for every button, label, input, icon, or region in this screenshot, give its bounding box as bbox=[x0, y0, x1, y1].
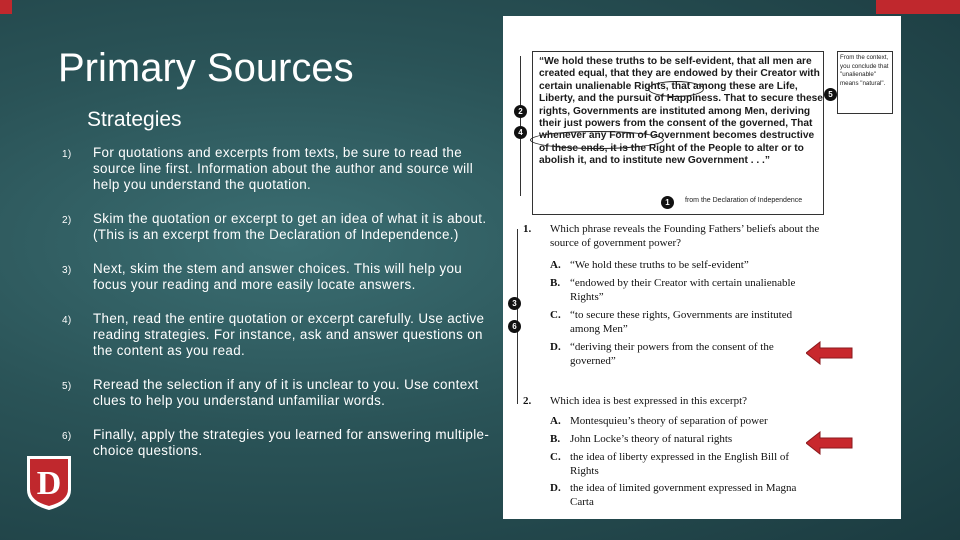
strategy-number: 6) bbox=[62, 431, 72, 442]
choice-text: the idea of limited government expressed in Magna Carta bbox=[570, 482, 797, 508]
question-stem: Which idea is best expressed in this excerpt? bbox=[550, 395, 748, 407]
strategy-number: 5) bbox=[62, 381, 72, 392]
shield-d-logo bbox=[25, 454, 73, 512]
strategy-text: Finally, apply the strategies you learned for answering multiple-choice questions. bbox=[93, 427, 490, 458]
choice-text: John Locke’s theory of natural rights bbox=[570, 433, 733, 445]
accent-stripe-left bbox=[0, 0, 12, 14]
strategy-list bbox=[62, 145, 490, 477]
slide-subtitle: Strategies bbox=[87, 108, 182, 131]
choice-letter: A. bbox=[550, 259, 561, 271]
question-number: 2. bbox=[523, 395, 532, 407]
strategy-item bbox=[62, 311, 490, 359]
context-note-box bbox=[837, 51, 893, 114]
choice-text: “to secure these rights, Governments are instituted among Men” bbox=[570, 309, 793, 335]
choice-text: Montesquieu’s theory of separation of power bbox=[570, 415, 768, 427]
choice-text: the idea of liberty expressed in the English Bill of Rights bbox=[570, 451, 790, 477]
strategy-item bbox=[62, 145, 490, 193]
choice-text: “endowed by their Creator with certain unalienable Rights” bbox=[570, 277, 796, 303]
choice-letter: C. bbox=[550, 309, 561, 321]
step-badge-3: 3 bbox=[508, 297, 521, 310]
strategy-number: 4) bbox=[62, 315, 72, 326]
question-number: 1. bbox=[523, 223, 532, 235]
strategy-number: 1) bbox=[62, 149, 72, 160]
choice-letter: B. bbox=[550, 277, 561, 289]
strategy-item bbox=[62, 261, 490, 293]
choice-text: “We hold these truths to be self-evident” bbox=[570, 259, 749, 271]
answer-arrow-icon bbox=[806, 341, 853, 365]
strategy-item bbox=[62, 377, 490, 409]
example-panel bbox=[503, 16, 901, 519]
svg-text:D: D bbox=[36, 465, 62, 502]
strategy-number: 2) bbox=[62, 215, 72, 226]
choice-letter: C. bbox=[550, 451, 561, 463]
step-badge-6: 6 bbox=[508, 320, 521, 333]
context-note-text: From the context, you conclude that "unalienable" means "natural". bbox=[840, 54, 889, 87]
highlight-circle-unalienable bbox=[648, 81, 704, 97]
answer-arrow-icon bbox=[806, 431, 853, 455]
accent-stripe-right bbox=[876, 0, 960, 14]
strategy-number: 3) bbox=[62, 265, 72, 276]
strategy-text: For quotations and excerpts from texts, be sure to read the source line first. Information about the author and source will help you understand the quotation. bbox=[93, 145, 474, 192]
questions-bracket bbox=[517, 229, 518, 404]
step-badge-1: 1 bbox=[661, 196, 674, 209]
step-badge-5: 5 bbox=[824, 88, 837, 101]
choice-text: “deriving their powers from the consent of the governed” bbox=[570, 341, 774, 367]
choice-letter: B. bbox=[550, 433, 561, 445]
highlight-circle-consent bbox=[530, 131, 664, 149]
choice-letter: D. bbox=[550, 341, 561, 353]
question-stem: Which phrase reveals the Founding Fathers’ beliefs about the source of government power? bbox=[550, 223, 820, 249]
slide-title: Primary Sources bbox=[58, 46, 354, 90]
strategy-text: Skim the quotation or excerpt to get an idea of what it is about. (This is an excerpt from the Declaration of Independence.) bbox=[93, 211, 487, 242]
step-badge-4: 4 bbox=[514, 126, 527, 139]
strategy-item bbox=[62, 427, 490, 459]
choice-letter: A. bbox=[550, 415, 561, 427]
strategy-item bbox=[62, 211, 490, 243]
step-badge-2: 2 bbox=[514, 105, 527, 118]
strategy-text: Next, skim the stem and answer choices. This will help you focus your reading and more easily locate answers. bbox=[93, 261, 463, 292]
choice-letter: D. bbox=[550, 482, 561, 494]
strategy-text: Then, read the entire quotation or excerpt carefully. Use active reading strategies. For instance, ask and answer questions on the content as you read. bbox=[93, 311, 485, 358]
strategy-text: Reread the selection if any of it is unclear to you. Use context clues to help you understand unfamiliar words. bbox=[93, 377, 479, 408]
quotation-text: “We hold these truths to be self-evident, that all men are created equal, that they are endowed by their Creator with certain unalienable Rights, that among these are Life, Liberty, and the pursuit of Happiness. That to secure these rights, Governments are instituted among Men, deriving their just powers from the consent of the governed, That whenever any Form of Government becomes destructive of these ends, it is the Right of the People to alter or to abolish it, and to institute new Government . . .” bbox=[539, 56, 823, 167]
quotation-source: from the Declaration of Independence bbox=[685, 197, 803, 204]
